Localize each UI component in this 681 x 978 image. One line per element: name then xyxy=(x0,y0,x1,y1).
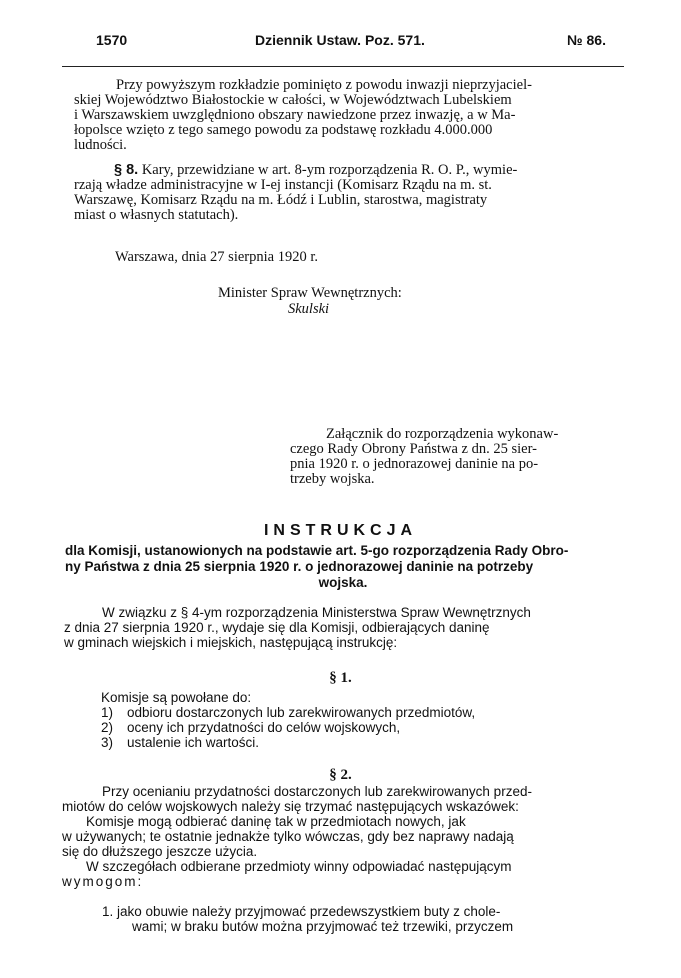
text-line: wymogom: xyxy=(62,874,144,889)
header-divider xyxy=(62,66,624,67)
minister-signature: Skulski xyxy=(288,301,330,317)
text-line: Komisje mogą odbierać daninę tak w przedmiotach nowych, jak xyxy=(86,814,466,829)
text-line: ny Państwa z dnia 25 sierpnia 1920 r. o jednorazowej daninie na potrzeby xyxy=(65,559,534,574)
list-item xyxy=(101,705,621,720)
list-item xyxy=(101,735,621,750)
text-line: trzeby wojska. xyxy=(290,471,375,487)
list-item xyxy=(101,720,621,735)
section-2-body xyxy=(62,784,622,889)
journal-title: Dziennik Ustaw. Poz. 571. xyxy=(255,32,425,48)
text-line: miast o własnych statutach). xyxy=(74,207,239,223)
section-mark: § 8. xyxy=(114,162,139,178)
list-number: 2) xyxy=(101,720,114,735)
list-text: oceny ich przydatności do celów wojskowych, xyxy=(127,720,401,735)
text-line: W szczegółach odbierane przedmioty winny odpowiadać następującym xyxy=(86,859,512,874)
text-line: Warszawę, Komisarz Rządu na m. Łódź i Lublin, starostwa, magistraty xyxy=(74,192,488,208)
list-number: 3) xyxy=(101,735,114,750)
list-text: odbioru dostarczonych lub zarekwirowanych przedmiotów, xyxy=(127,705,476,720)
text-line: rzają władze administracyjne w I-ej instancji (Komisarz Rządu na m. st. xyxy=(74,177,492,193)
text-line: miotów do celów wojskowych należy się trzymać następujących wskazówek: xyxy=(62,799,519,814)
text-line: W związku z § 4-ym rozporządzenia Ministerstwa Spraw Wewnętrznych xyxy=(102,605,531,620)
text-line: Przy powyższym rozkładzie pominięto z powodu inwazji nieprzyjaciel- xyxy=(116,77,532,93)
text-line: ludności. xyxy=(74,137,127,153)
text-line: w używanych; te ostatnie jednakże tylko wówczas, gdy bez naprawy nadają xyxy=(62,829,514,844)
paragraph-distribution-note xyxy=(74,78,624,153)
text-line: się do dłuższego jeszcze użycia. xyxy=(62,844,258,859)
minister-title: Minister Spraw Wewnętrznych: xyxy=(218,285,402,301)
section-1-heading: § 1. xyxy=(329,670,352,686)
text-line: wami; w braku butów można przyjmować też trzewiki, przyczem xyxy=(132,919,514,934)
date-line: Warszawa, dnia 27 sierpnia 1920 r. xyxy=(115,249,318,265)
text-line: łopolsce wzięto z tego samego powodu za podstawę rozkładu 4.000.000 xyxy=(74,122,493,138)
section-2-item-1 xyxy=(102,904,622,934)
page-number: 1570 xyxy=(96,32,128,48)
issue-number: № 86. xyxy=(567,32,606,48)
list-text: ustalenie ich wartości. xyxy=(127,735,260,750)
paragraph-section-8 xyxy=(74,163,624,223)
list-number: 1) xyxy=(101,705,114,720)
text-line: z dnia 27 sierpnia 1920 r., wydaje się dla Komisji, odbierających daninę xyxy=(64,620,490,635)
annex-note xyxy=(290,427,620,487)
text-line: Kary, przewidziane w art. 8-ym rozporządzenia R. O. P., wymie- xyxy=(141,162,518,178)
text-line: czego Rady Obrony Państwa z dn. 25 sier- xyxy=(290,441,537,457)
instruction-subtitle xyxy=(65,543,621,591)
intro-paragraph xyxy=(64,605,621,650)
text-line: wojska. xyxy=(318,575,368,590)
section-1-lead: Komisje są powołane do: xyxy=(101,690,252,705)
text-line: w gminach wiejskich i miejskich, następującą instrukcję: xyxy=(64,635,398,650)
text-line: skiej Województwo Białostockie w całości, w Województwach Lubelskiem xyxy=(74,92,512,108)
text-line: 1. jako obuwie należy przyjmować przedewszystkiem buty z chole- xyxy=(102,904,501,919)
text-line: dla Komisji, ustanowionych na podstawie art. 5-go rozporządzenia Rady Obro- xyxy=(65,543,569,558)
text-line: pnia 1920 r. o jednorazowej daninie na po- xyxy=(290,456,539,472)
instruction-title: INSTRUKCJA xyxy=(263,522,418,539)
text-line: i Warszawskiem uwzględniono obszary nawiedzone przez inwazję, a w Ma- xyxy=(74,107,516,123)
text-line: Załącznik do rozporządzenia wykonaw- xyxy=(326,426,559,442)
text-line: Przy ocenianiu przydatności dostarczonych lub zarekwirowanych przed- xyxy=(102,784,532,799)
section-1-list xyxy=(101,690,621,750)
section-2-heading: § 2. xyxy=(329,767,352,783)
